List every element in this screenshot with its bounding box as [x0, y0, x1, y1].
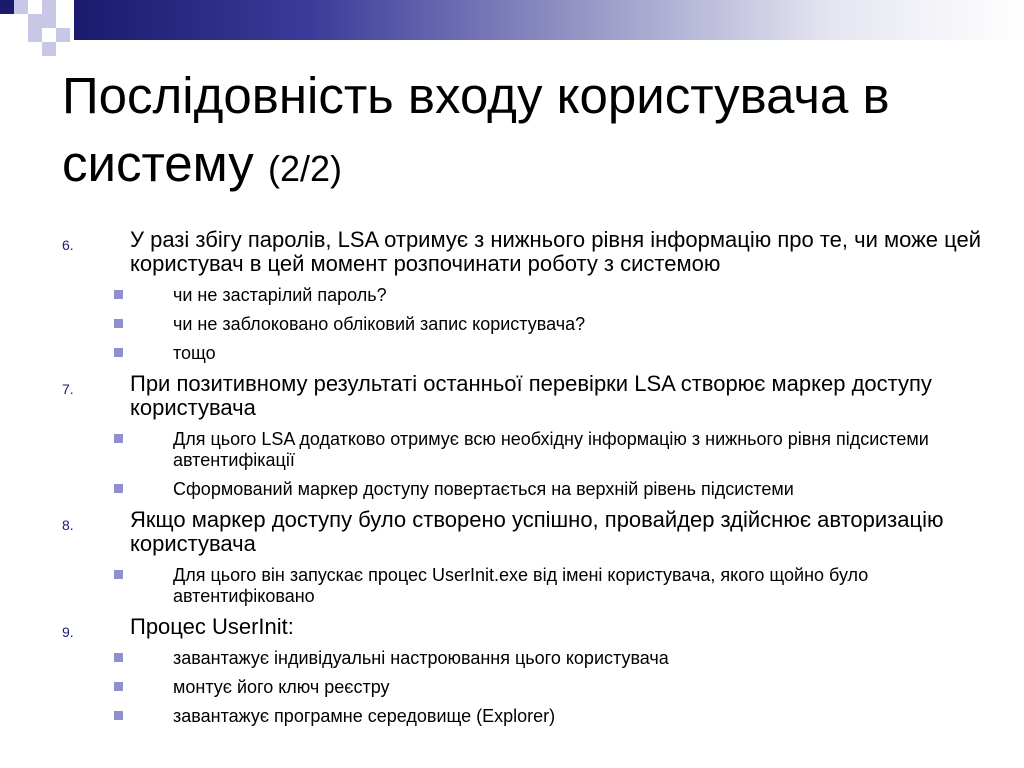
sub-list-item-text: тощо: [173, 343, 216, 363]
sub-list-item-text: завантажує програмне середовище (Explorer): [173, 706, 556, 726]
deco-square: [28, 0, 42, 14]
square-bullet-icon: [114, 682, 123, 691]
slide-title-main: Послідовність входу користувача в систему: [62, 67, 890, 192]
sub-list-item-text: чи не заблоковано обліковий запис користувача?: [173, 314, 586, 334]
sub-list-item-text: чи не застарілий пароль?: [173, 285, 387, 305]
deco-square: [14, 14, 28, 28]
slide-decoration: [0, 0, 1024, 60]
sub-list-item: [62, 479, 992, 500]
square-bullet-icon: [114, 434, 123, 443]
list-item-text: Процес UserInit:: [130, 614, 294, 639]
slide-content: [62, 228, 992, 735]
sub-list-item: [62, 285, 992, 306]
slide-title-part: (2/2): [267, 148, 342, 189]
sub-list-item-text: Сформований маркер доступу повертається на верхній рівень підсистеми: [173, 479, 794, 499]
square-bullet-icon: [114, 348, 123, 357]
list-item: [62, 615, 992, 639]
list-item: [62, 372, 992, 420]
sub-list-item: [62, 677, 992, 698]
square-bullet-icon: [114, 711, 123, 720]
list-item-text: Якщо маркер доступу було створено успішно, провайдер здійснює авторизацію користувача: [130, 507, 944, 556]
list-number: 6.: [62, 237, 74, 253]
list-number: 7.: [62, 381, 74, 397]
sub-list-item: [62, 429, 992, 471]
sub-list-item: [62, 648, 992, 669]
list-item-text: При позитивному результаті останньої перевірки LSA створює маркер доступу користувача: [130, 371, 932, 420]
sub-list-item-text: завантажує індивідуальні настроювання цього користувача: [173, 648, 669, 668]
square-bullet-icon: [114, 484, 123, 493]
deco-square: [56, 14, 70, 28]
sub-list-item: [62, 565, 992, 607]
list-number: 9.: [62, 624, 74, 640]
list-item: [62, 508, 992, 556]
deco-square: [28, 14, 42, 28]
sub-list-item-text: монтує його ключ реєстру: [173, 677, 390, 697]
deco-square: [14, 0, 28, 14]
square-bullet-icon: [114, 319, 123, 328]
deco-square: [28, 28, 42, 42]
deco-square: [42, 42, 56, 56]
slide-title: [62, 62, 962, 203]
square-bullet-icon: [114, 290, 123, 299]
square-bullet-icon: [114, 653, 123, 662]
sub-list-item: [62, 314, 992, 335]
list-item-text: У разі збігу паролів, LSA отримує з нижнього рівня інформацію про те, чи може цей користувач в цей момент розпочинати роботу з системою: [130, 227, 982, 276]
list-item: [62, 228, 992, 276]
sub-list-item-text: Для цього LSA додатково отримує всю необхідну інформацію з нижнього рівня підсистеми автентифікації: [173, 429, 929, 470]
sub-list-item-text: Для цього він запускає процес UserInit.exe від імені користувача, якого щойно було автентифіковано: [173, 565, 869, 606]
deco-square: [0, 0, 14, 14]
sub-list-item: [62, 343, 992, 364]
deco-square: [42, 14, 56, 28]
header-gradient-band: [74, 0, 1024, 40]
list-number: 8.: [62, 517, 74, 533]
sub-list-item: [62, 706, 992, 727]
deco-square: [56, 28, 70, 42]
deco-square: [42, 0, 56, 14]
square-bullet-icon: [114, 570, 123, 579]
